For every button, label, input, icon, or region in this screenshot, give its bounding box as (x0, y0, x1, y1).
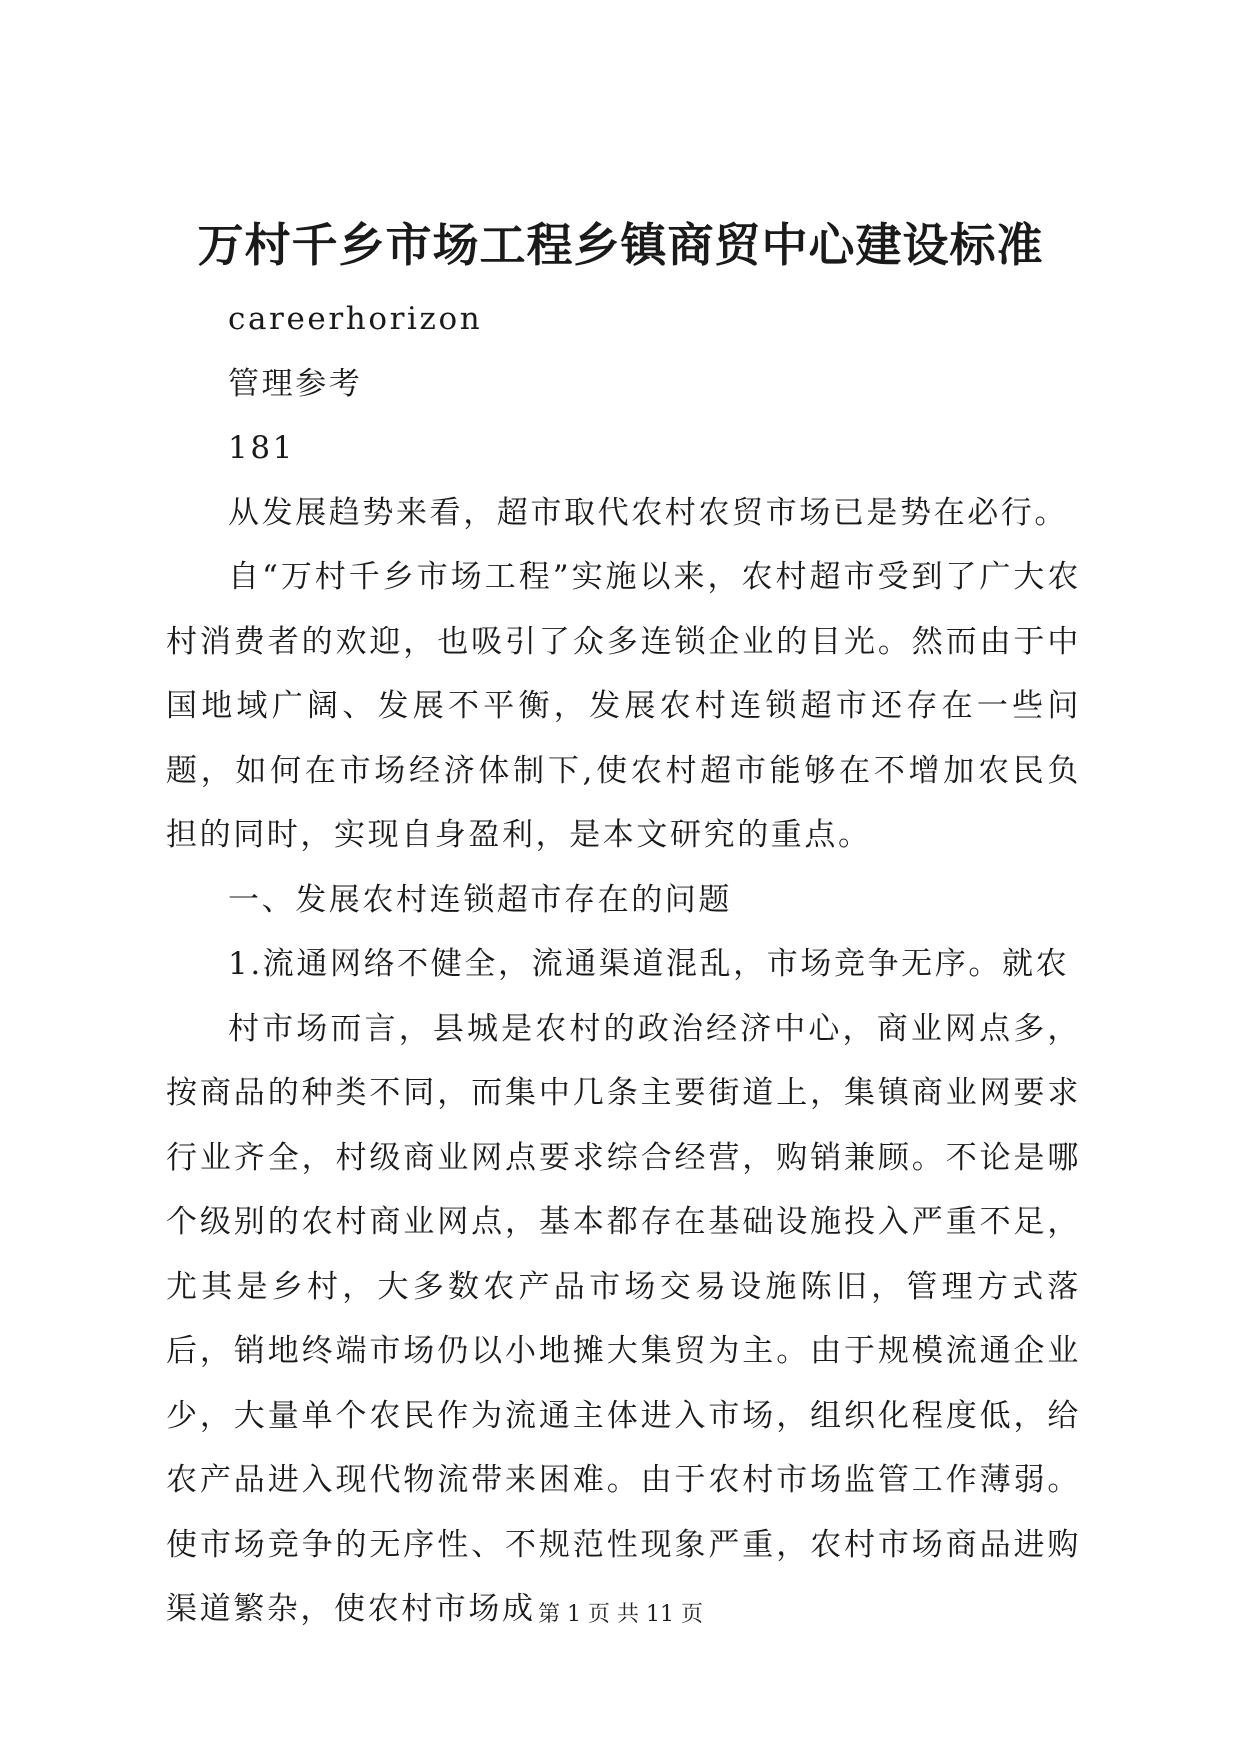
source-line: 管理参考 (228, 365, 363, 402)
number-line: 181 (228, 430, 295, 466)
paragraph: 自“万村千乡市场工程”实施以来，农村超市受到了广大农村消费者的欢迎，也吸引了众多连锁企业的目光。然而由于中国地域广阔、发展不平衡，发展农村连锁超市还存在一些问题，如何在市场经济体制下,使农村超市能够在不增加农民负担的同时，实现自身盈利，是本文研究的重点。 (166, 559, 1081, 853)
paragraph: 1.流通网络不健全，流通渠道混乱，市场竞争无序。就农 (228, 946, 1070, 982)
document-title: 万村千乡市场工程乡镇商贸中心建设标准 (197, 218, 1044, 272)
page-footer: 第 1 页 共 11 页 (538, 1602, 703, 1627)
author-line: careerhorizon (228, 301, 483, 337)
paragraph: 村市场而言，县城是农村的政治经济中心，商业网点多，按商品的种类不同，而集中几条主要街道上，集镇商业网要求行业齐全，村级商业网点要求综合经营，购销兼顾。不论是哪个级别的农村商业网点，基本都存在基础设施投入严重不足，尤其是乡村，大多数农产品市场交易设施陈旧，管理方式落后，销地终端市场仍以小地摊大集贸为主。由于规模流通企业少，大量单个农民作为流通主体进入市场，组织化程度低，给农产品进入现代物流带来困难。由于农村市场监管工作薄弱。使市场竞争的无序性、不规范性现象严重，农村市场商品进购渠道繁杂，使农村市场成 (166, 1010, 1081, 1627)
paragraph: 从发展趋势来看，超市取代农村农贸市场已是势在必行。 (228, 494, 1068, 531)
document-body (166, 287, 1081, 1642)
section-heading: 一、发展农村连锁超市存在的问题 (228, 881, 732, 918)
